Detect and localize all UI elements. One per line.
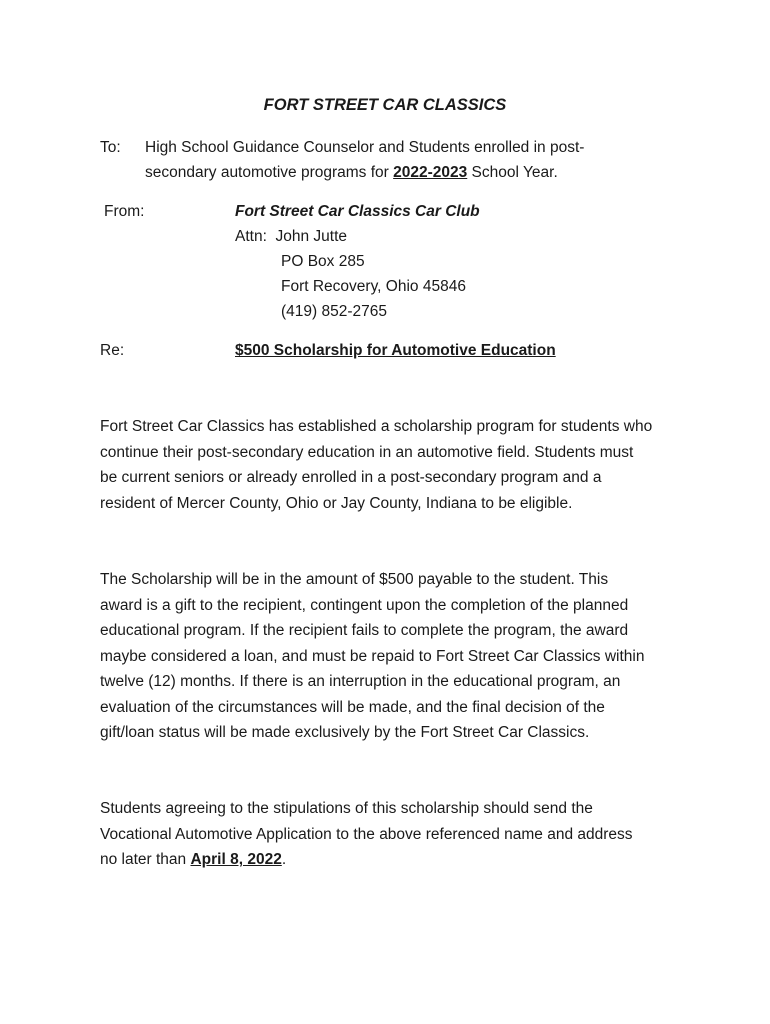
paragraph-terms (100, 567, 680, 746)
school-year: 2022-2023 (393, 164, 468, 181)
address-line-1: PO Box 285 (281, 253, 365, 270)
to-line-1: High School Guidance Counselor and Students enrolled in post- (145, 139, 585, 156)
from-sender (235, 199, 480, 324)
paragraph-line (100, 847, 680, 873)
paragraph-line: The Scholarship will be in the amount of $500 payable to the student. This (100, 571, 609, 588)
attn-name: John Jutte (275, 228, 348, 245)
to-line-2 (145, 160, 584, 185)
re-subject: $500 Scholarship for Automotive Education (235, 342, 556, 359)
paragraph-line: educational program. If the recipient fails to complete the program, the award (100, 622, 629, 639)
deadline-date: April 8, 2022 (190, 851, 282, 868)
to-line-2-pre: secondary automotive programs for (145, 164, 394, 181)
document-title: FORT STREET CAR CLASSICS (263, 96, 507, 114)
attn-label: Attn: (235, 228, 267, 245)
re-label: Re: (100, 342, 125, 359)
paragraph-instructions (100, 796, 680, 873)
paragraph-line: evaluation of the circumstances will be made, and the final decision of the (100, 698, 605, 716)
paragraph-line: award is a gift to the recipient, contingent upon the completion of the planned (100, 596, 629, 614)
paragraph-eligibility (100, 414, 680, 516)
attn-row (235, 224, 480, 249)
address-line-2: Fort Recovery, Ohio 45846 (281, 278, 466, 295)
paragraph-line: be current seniors or already enrolled in a post-secondary program and a (100, 469, 602, 486)
paragraph-line: Fort Street Car Classics has established a scholarship program for students who (100, 418, 653, 435)
paragraph-line: maybe considered a loan, and must be repaid to Fort Street Car Classics within (100, 647, 645, 665)
to-recipients (145, 135, 584, 185)
deadline-pre: no later than (100, 851, 191, 868)
sender-organization: Fort Street Car Classics Car Club (235, 203, 480, 220)
phone-number: (419) 852-2765 (281, 303, 387, 320)
to-label: To: (100, 139, 121, 156)
to-line-2-post: School Year. (467, 164, 558, 181)
paragraph-line: continue their post-secondary education in an automotive field. Students must (100, 443, 634, 461)
paragraph-line: twelve (12) months. If there is an interruption in the educational program, an (100, 673, 621, 690)
paragraph-line: Students agreeing to the stipulations of this scholarship should send the (100, 800, 593, 817)
from-label: From: (104, 203, 145, 220)
paragraph-line: resident of Mercer County, Ohio or Jay County, Indiana to be eligible. (100, 494, 573, 512)
paragraph-line: Vocational Automotive Application to the above referenced name and address (100, 825, 633, 843)
deadline-post: . (281, 851, 287, 868)
paragraph-line: gift/loan status will be made exclusively by the Fort Street Car Classics. (100, 724, 590, 741)
